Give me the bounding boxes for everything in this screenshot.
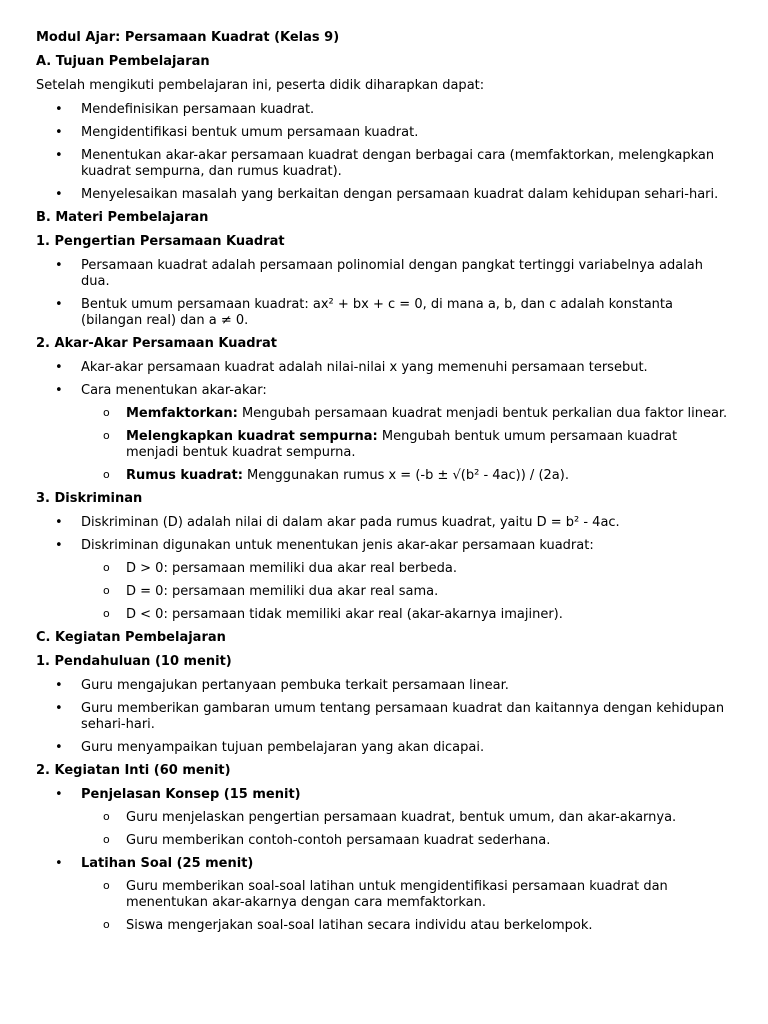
section-c-heading: C. Kegiatan Pembelajaran xyxy=(36,630,226,645)
method-desc: Menggunakan rumus x = (-b ± √(b² - 4ac)) / (2a). xyxy=(242,468,569,483)
list-item: • Akar-akar persamaan kuadrat adalah nilai-nilai x yang memenuhi persamaan tersebut. xyxy=(36,360,728,376)
document-title: Modul Ajar: Persamaan Kuadrat (Kelas 9) xyxy=(36,30,340,45)
method-term: Melengkapkan kuadrat sempurna: xyxy=(126,429,378,444)
list-item: • Guru mengajukan pertanyaan pembuka terkait persamaan linear. xyxy=(36,678,728,694)
activity-items xyxy=(81,879,728,934)
list-item: • Bentuk umum persamaan kuadrat: ax² + bx + c = 0, di mana a, b, dan c adalah konstanta (bilangan real) dan a ≠ 0. xyxy=(36,297,728,329)
list-item: • Guru memberikan gambaran umum tentang persamaan kuadrat dan kaitannya dengan kehidupan sehari-hari. xyxy=(36,701,728,733)
subsection-b3-heading: 3. Diskriminan xyxy=(36,491,143,506)
list-item xyxy=(36,383,728,484)
method-term: Memfaktorkan: xyxy=(126,406,238,421)
subsection-c1-heading: 1. Pendahuluan (10 menit) xyxy=(36,654,232,669)
case-item: o D > 0: persamaan memiliki dua akar real berbeda. xyxy=(81,561,728,577)
activity-block xyxy=(36,856,728,934)
method-term: Rumus kuadrat: xyxy=(126,468,243,483)
list-item: • Diskriminan (D) adalah nilai di dalam akar pada rumus kuadrat, yaitu D = b² - 4ac. xyxy=(36,515,728,531)
section-a-intro: Setelah mengikuti pembelajaran ini, peserta didik diharapkan dapat: xyxy=(36,78,485,93)
subsection-b1-list xyxy=(36,258,728,329)
method-desc: Mengubah persamaan kuadrat menjadi bentuk perkalian dua faktor linear. xyxy=(237,406,728,421)
list-item-text: Cara menentukan akar-akar: xyxy=(81,383,267,398)
list-item xyxy=(36,538,728,623)
list-item: • Mengidentifikasi bentuk umum persamaan kuadrat. xyxy=(36,125,728,141)
case-item: o D < 0: persamaan tidak memiliki akar real (akar-akarnya imajiner). xyxy=(81,607,728,623)
method-item xyxy=(81,468,728,484)
subsection-c1-list xyxy=(36,678,728,756)
activity-label: Penjelasan Konsep (15 menit) xyxy=(81,787,301,802)
activity-item: o Guru memberikan contoh-contoh persamaan kuadrat sederhana. xyxy=(81,833,728,849)
subsection-b1-heading: 1. Pengertian Persamaan Kuadrat xyxy=(36,234,285,249)
list-item: • Persamaan kuadrat adalah persamaan polinomial dengan pangkat tertinggi variabelnya adalah dua. xyxy=(36,258,728,290)
activity-items xyxy=(81,810,728,849)
activity-label: Latihan Soal (25 menit) xyxy=(81,856,254,871)
activity-block xyxy=(36,787,728,849)
list-item: • Guru menyampaikan tujuan pembelajaran yang akan dicapai. xyxy=(36,740,728,756)
list-item: • Mendefinisikan persamaan kuadrat. xyxy=(36,102,728,118)
method-desc: Mengubah bentuk umum persamaan kuadrat menjadi bentuk kuadrat sempurna. xyxy=(126,429,678,460)
subsection-b2-heading: 2. Akar-Akar Persamaan Kuadrat xyxy=(36,336,277,351)
activity-item: o Guru menjelaskan pengertian persamaan kuadrat, bentuk umum, dan akar-akarnya. xyxy=(81,810,728,826)
section-a-list xyxy=(36,102,728,203)
list-item: • Menentukan akar-akar persamaan kuadrat dengan berbagai cara (memfaktorkan, melengkapkan kuadrat sempurna, dan rumus kuadrat). xyxy=(36,148,728,180)
subsection-c2-list xyxy=(36,787,728,934)
activity-item: o Siswa mengerjakan soal-soal latihan secara individu atau berkelompok. xyxy=(81,918,728,934)
section-b-heading: B. Materi Pembelajaran xyxy=(36,210,209,225)
subsection-b2-list xyxy=(36,360,728,484)
subsection-b3-list xyxy=(36,515,728,623)
methods-list xyxy=(81,406,728,484)
section-a-heading: A. Tujuan Pembelajaran xyxy=(36,54,210,69)
method-item xyxy=(81,406,728,422)
list-item: • Menyelesaikan masalah yang berkaitan dengan persamaan kuadrat dalam kehidupan sehari-hari. xyxy=(36,187,728,203)
case-item: o D = 0: persamaan memiliki dua akar real sama. xyxy=(81,584,728,600)
activity-item: o Guru memberikan soal-soal latihan untuk mengidentifikasi persamaan kuadrat dan menentukan akar-akarnya dengan cara memfaktorkan. xyxy=(81,879,728,911)
discriminant-cases-list xyxy=(81,561,728,623)
subsection-c2-heading: 2. Kegiatan Inti (60 menit) xyxy=(36,763,231,778)
method-item xyxy=(81,429,728,461)
list-item-text: Diskriminan digunakan untuk menentukan jenis akar-akar persamaan kuadrat: xyxy=(81,538,594,553)
